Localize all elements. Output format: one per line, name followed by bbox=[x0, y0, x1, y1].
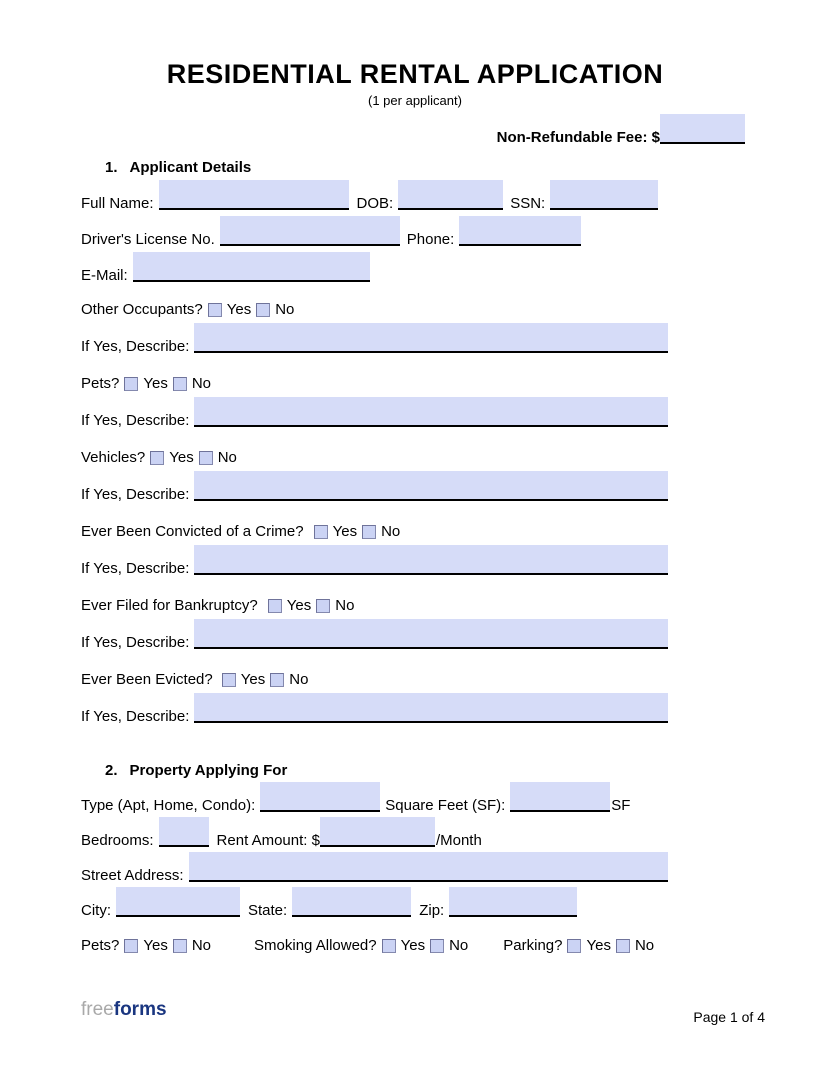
smoking-yes-checkbox[interactable] bbox=[382, 939, 396, 953]
yes-label: Yes bbox=[143, 375, 168, 392]
parking-label: Parking? bbox=[503, 937, 563, 954]
street-address-field[interactable] bbox=[189, 852, 668, 882]
other-occupants-no-checkbox[interactable] bbox=[256, 303, 270, 317]
street-address-row bbox=[81, 852, 668, 882]
describe-label: If Yes, Describe: bbox=[81, 708, 190, 725]
brand-forms: forms bbox=[113, 999, 167, 1020]
property-type-field[interactable] bbox=[260, 782, 380, 812]
property-pets-no-checkbox[interactable] bbox=[173, 939, 187, 953]
dob-label: DOB: bbox=[356, 195, 394, 212]
zip-field[interactable] bbox=[449, 887, 577, 917]
drivers-license-field[interactable] bbox=[220, 216, 400, 246]
square-feet-label: Square Feet (SF): bbox=[385, 797, 506, 814]
smoking-label: Smoking Allowed? bbox=[254, 937, 377, 954]
describe-label: If Yes, Describe: bbox=[81, 560, 190, 577]
bankruptcy-yes-checkbox[interactable] bbox=[268, 599, 282, 613]
email-label: E-Mail: bbox=[81, 267, 128, 284]
vehicles-describe-field[interactable] bbox=[194, 471, 668, 501]
convicted-label: Ever Been Convicted of a Crime? bbox=[81, 523, 304, 540]
fee-label: Non-Refundable Fee: $ bbox=[496, 129, 660, 146]
form-title: RESIDENTIAL RENTAL APPLICATION bbox=[166, 59, 664, 89]
name-dob-ssn-row bbox=[81, 180, 668, 210]
no-label: No bbox=[217, 449, 237, 466]
email-field[interactable] bbox=[133, 252, 370, 282]
bankruptcy-label: Ever Filed for Bankruptcy? bbox=[81, 597, 258, 614]
street-address-label: Street Address: bbox=[81, 867, 184, 884]
question-evicted bbox=[81, 670, 830, 690]
freeforms-logo bbox=[81, 1000, 167, 1019]
state-field[interactable] bbox=[292, 887, 411, 917]
section2-title: Property Applying For bbox=[129, 762, 288, 779]
ssn-label: SSN: bbox=[510, 195, 546, 212]
evicted-describe-field[interactable] bbox=[194, 693, 668, 723]
yes-label: Yes bbox=[286, 597, 312, 614]
parking-yes-checkbox[interactable] bbox=[567, 939, 581, 953]
dob-field[interactable] bbox=[398, 180, 503, 210]
per-month-suffix: /Month bbox=[435, 832, 482, 849]
section2-number: 2. bbox=[105, 762, 118, 779]
vehicles-label: Vehicles? bbox=[81, 449, 146, 466]
no-label: No bbox=[191, 937, 212, 954]
form-subtitle: (1 per applicant) bbox=[368, 93, 462, 108]
describe-row-bankruptcy bbox=[81, 619, 668, 649]
describe-row-evicted bbox=[81, 693, 668, 723]
property-questions-row bbox=[81, 936, 830, 956]
page-footer bbox=[81, 1000, 765, 1025]
rent-amount-field[interactable] bbox=[320, 817, 435, 847]
no-label: No bbox=[275, 301, 295, 318]
yes-label: Yes bbox=[226, 301, 252, 318]
bedrooms-rent-row bbox=[81, 817, 668, 847]
city-state-zip-row bbox=[81, 887, 668, 917]
city-label: City: bbox=[81, 902, 111, 919]
bankruptcy-describe-field[interactable] bbox=[194, 619, 668, 649]
square-feet-field[interactable] bbox=[510, 782, 610, 812]
fee-field[interactable] bbox=[660, 114, 745, 144]
full-name-field[interactable] bbox=[159, 180, 349, 210]
ssn-field[interactable] bbox=[550, 180, 658, 210]
convicted-yes-checkbox[interactable] bbox=[314, 525, 328, 539]
zip-label: Zip: bbox=[419, 902, 445, 919]
license-phone-row bbox=[81, 216, 668, 246]
question-smoking bbox=[254, 936, 468, 956]
question-property-pets bbox=[81, 936, 211, 956]
phone-field[interactable] bbox=[459, 216, 581, 246]
no-label: No bbox=[449, 937, 469, 954]
bankruptcy-no-checkbox[interactable] bbox=[316, 599, 330, 613]
state-label: State: bbox=[248, 902, 288, 919]
property-pets-label: Pets? bbox=[81, 937, 120, 954]
section1-number: 1. bbox=[105, 159, 118, 176]
no-label: No bbox=[289, 671, 309, 688]
city-field[interactable] bbox=[116, 887, 240, 917]
other-occupants-describe-field[interactable] bbox=[194, 323, 668, 353]
question-other-occupants bbox=[81, 300, 830, 320]
vehicles-yes-checkbox[interactable] bbox=[150, 451, 164, 465]
bedrooms-field[interactable] bbox=[159, 817, 209, 847]
property-type-label: Type (Apt, Home, Condo): bbox=[81, 797, 256, 814]
yes-label: Yes bbox=[332, 523, 358, 540]
parking-no-checkbox[interactable] bbox=[616, 939, 630, 953]
phone-label: Phone: bbox=[406, 231, 455, 248]
question-convicted bbox=[81, 522, 830, 542]
describe-label: If Yes, Describe: bbox=[81, 412, 190, 429]
question-parking bbox=[503, 936, 654, 956]
page-number: Page 1 of 4 bbox=[693, 1009, 765, 1025]
describe-label: If Yes, Describe: bbox=[81, 338, 190, 355]
describe-row-pets bbox=[81, 397, 668, 427]
yes-label: Yes bbox=[400, 937, 426, 954]
yes-label: Yes bbox=[586, 937, 611, 954]
describe-row-vehicles bbox=[81, 471, 668, 501]
bedrooms-label: Bedrooms: bbox=[81, 832, 154, 849]
no-label: No bbox=[191, 375, 212, 392]
convicted-no-checkbox[interactable] bbox=[362, 525, 376, 539]
no-label: No bbox=[381, 523, 401, 540]
convicted-describe-field[interactable] bbox=[194, 545, 668, 575]
question-pets bbox=[81, 374, 830, 394]
fee-row bbox=[0, 114, 745, 144]
question-bankruptcy bbox=[81, 596, 830, 616]
section1-heading bbox=[105, 158, 830, 178]
describe-row-convicted bbox=[81, 545, 668, 575]
describe-label: If Yes, Describe: bbox=[81, 486, 190, 503]
smoking-no-checkbox[interactable] bbox=[430, 939, 444, 953]
other-occupants-label: Other Occupants? bbox=[81, 301, 203, 318]
no-label: No bbox=[634, 937, 655, 954]
evicted-no-checkbox[interactable] bbox=[270, 673, 284, 687]
other-occupants-yes-checkbox[interactable] bbox=[208, 303, 222, 317]
question-vehicles bbox=[81, 448, 830, 468]
rent-amount-label: Rent Amount: $ bbox=[216, 832, 320, 849]
yes-label: Yes bbox=[169, 449, 194, 466]
no-label: No bbox=[335, 597, 355, 614]
evicted-label: Ever Been Evicted? bbox=[81, 671, 213, 688]
section2-heading bbox=[105, 761, 830, 781]
yes-label: Yes bbox=[143, 937, 168, 954]
evicted-yes-checkbox[interactable] bbox=[222, 673, 236, 687]
sf-suffix: SF bbox=[611, 797, 631, 814]
pets-label: Pets? bbox=[81, 375, 120, 392]
email-row bbox=[81, 252, 668, 282]
type-sqft-row bbox=[81, 782, 668, 812]
yes-label: Yes bbox=[240, 671, 266, 688]
pets-no-checkbox[interactable] bbox=[173, 377, 187, 391]
pets-yes-checkbox[interactable] bbox=[124, 377, 138, 391]
property-pets-yes-checkbox[interactable] bbox=[124, 939, 138, 953]
describe-label: If Yes, Describe: bbox=[81, 634, 190, 651]
full-name-label: Full Name: bbox=[81, 195, 154, 212]
brand-free: free bbox=[81, 999, 114, 1020]
drivers-license-label: Driver's License No. bbox=[81, 231, 215, 248]
section1-title: Applicant Details bbox=[129, 159, 252, 176]
pets-describe-field[interactable] bbox=[194, 397, 668, 427]
vehicles-no-checkbox[interactable] bbox=[199, 451, 213, 465]
describe-row-other-occupants bbox=[81, 323, 668, 353]
